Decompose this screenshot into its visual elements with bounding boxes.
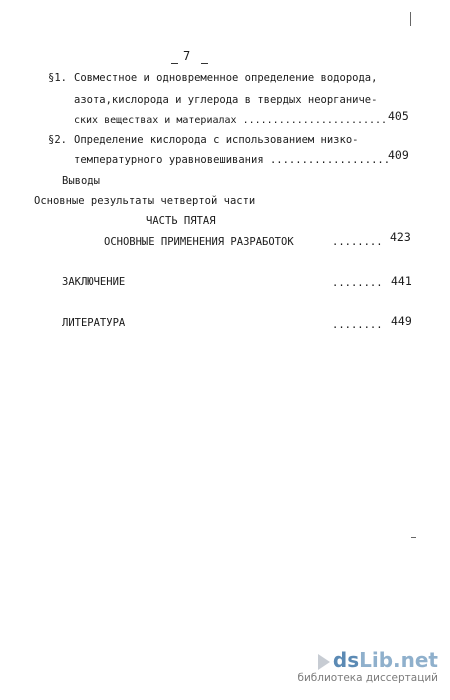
watermark-brand: dsLib.net xyxy=(332,648,438,672)
toc-s2-line2: температурного уравновешивания ................... xyxy=(74,154,391,166)
corner-mark-top xyxy=(410,12,411,26)
toc-conclusion-label: ЗАКЛЮЧЕНИЕ xyxy=(62,276,126,288)
toc-conclusion-page: 441 xyxy=(391,274,412,288)
toc-s1-line2: азота,кислорода и углерода в твердых неорганиче- xyxy=(74,94,378,106)
toc-literature-dots: ........ xyxy=(332,319,383,331)
toc-part5-subtitle: ОСНОВНЫЕ ПРИМЕНЕНИЯ РАЗРАБОТОК xyxy=(104,236,294,248)
toc-literature-page: 449 xyxy=(391,314,412,328)
page-number: 7 xyxy=(183,49,191,63)
toc-s1-line1: Совместное и одновременное определение водорода, xyxy=(74,72,378,84)
toc-s2-page: 409 xyxy=(388,148,409,162)
toc-conclusions: Выводы xyxy=(62,175,100,187)
toc-part5-page: 423 xyxy=(390,230,411,244)
page-number-dash-left xyxy=(171,63,178,64)
toc-s1-line3: ских веществах и материалах ........................ xyxy=(74,115,388,126)
toc-conclusion-dots: ........ xyxy=(332,277,383,289)
toc-summary: Основные результаты четвертой части xyxy=(34,195,256,207)
toc-s2-line1: Определение кислорода с использованием низко- xyxy=(74,134,359,146)
toc-s1-number: §1. xyxy=(48,72,67,84)
watermark-caption: библиотека диссертаций xyxy=(297,672,438,684)
corner-mark-right xyxy=(411,537,416,538)
watermark-logo xyxy=(297,650,438,684)
toc-part5-dots: ........ xyxy=(332,236,383,248)
toc-part5-title: ЧАСТЬ ПЯТАЯ xyxy=(146,215,216,227)
toc-s2-number: §2. xyxy=(48,134,67,146)
toc-literature-label: ЛИТЕРАТУРА xyxy=(62,317,126,329)
toc-s1-page: 405 xyxy=(388,109,409,123)
page-number-dash-right xyxy=(201,63,208,64)
